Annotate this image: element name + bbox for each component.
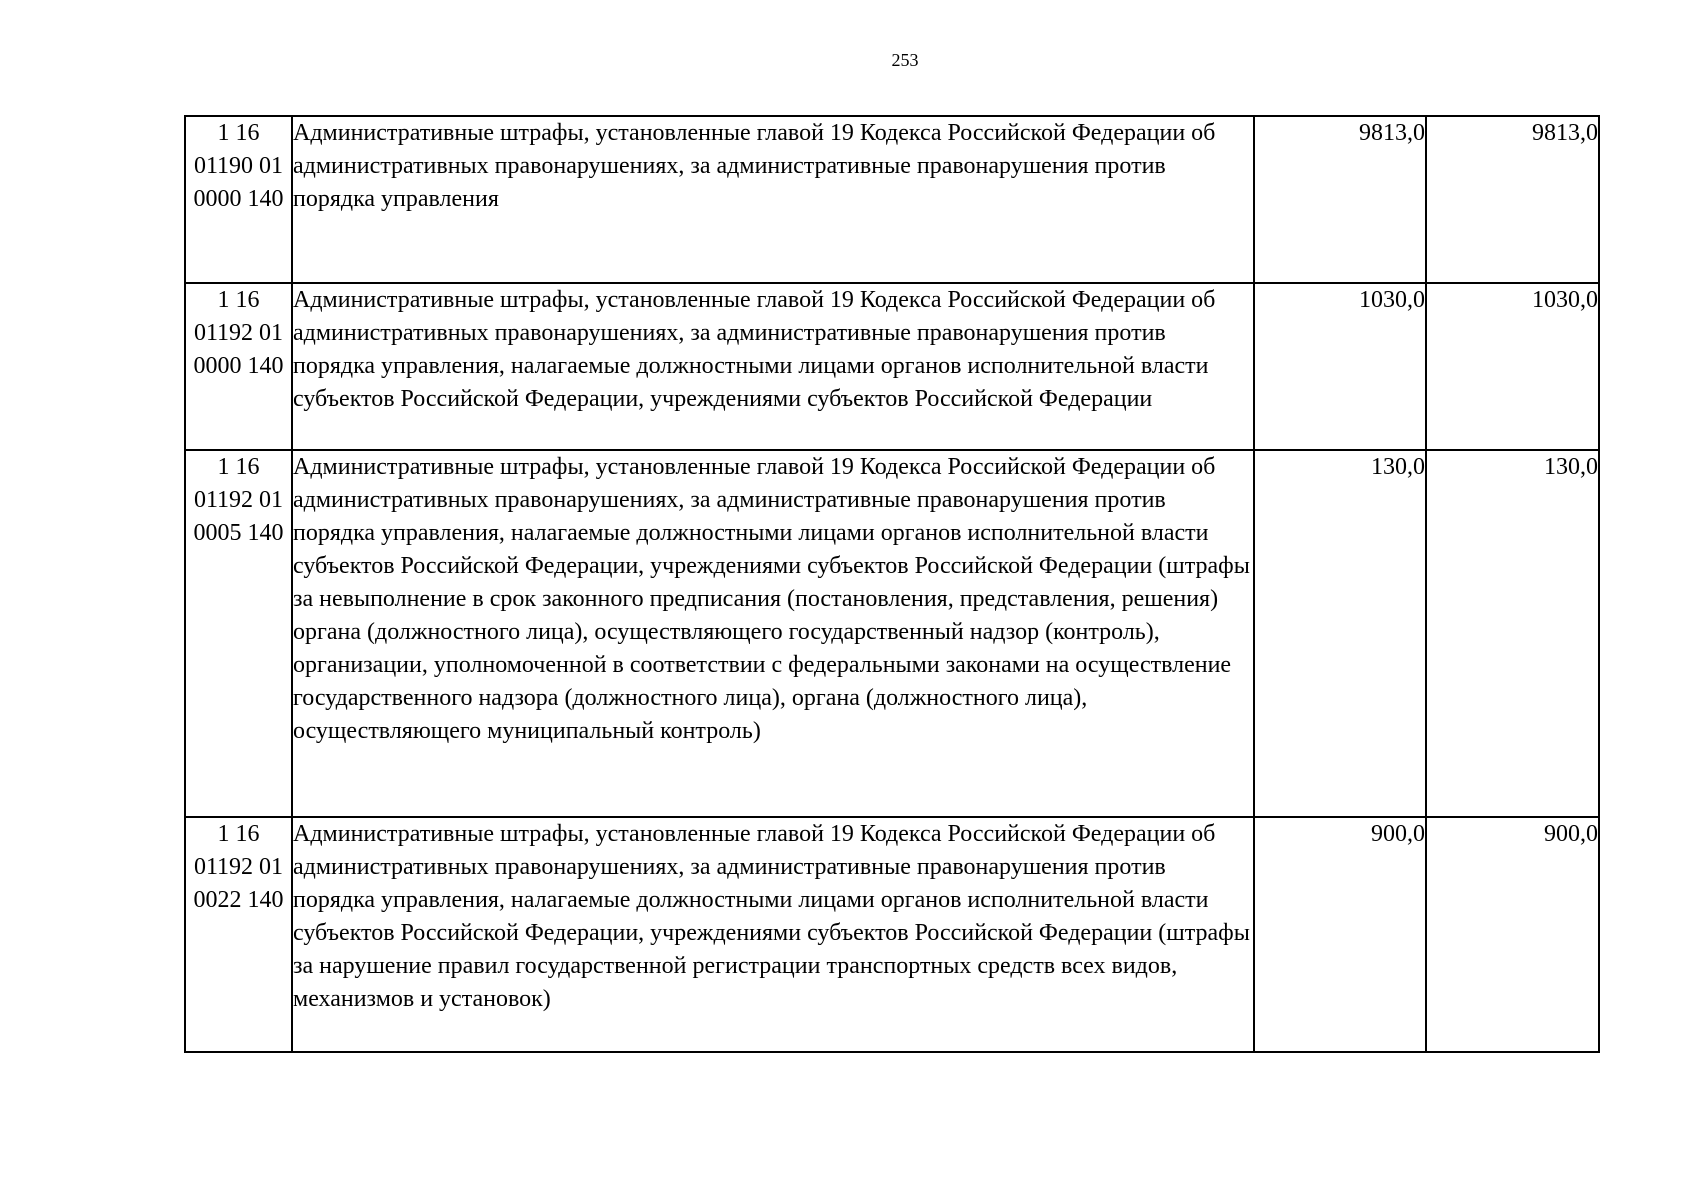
- table-row: [185, 817, 1599, 1052]
- budget-code: 1 16 01190 01 0000 140: [185, 116, 292, 283]
- budget-code: 1 16 01192 01 0022 140: [185, 817, 292, 1052]
- value-column-1: 900,0: [1254, 817, 1426, 1052]
- value-column-1: 9813,0: [1254, 116, 1426, 283]
- budget-table: [184, 115, 1600, 1053]
- row-description: Административные штрафы, установленные главой 19 Кодекса Российской Федерации об административных правонарушениях, за административные правонарушения против порядка управления, налагаемые должностными лицами органов исполнительной власти субъектов Российской Федерации, учреждениями субъектов Российской Федерации (штрафы за невыполнение в срок законного предписания (постановления, представления, решения) органа (должностного лица), осуществляющего государственный надзор (контроль), организации, уполномоченной в соответствии с федеральными законами на осуществление государственного надзора (должностного лица), органа (должностного лица), осуществляющего муниципальный контроль): [292, 450, 1254, 817]
- row-description: Административные штрафы, установленные главой 19 Кодекса Российской Федерации об административных правонарушениях, за административные правонарушения против порядка управления: [292, 116, 1254, 283]
- value-column-2: 9813,0: [1426, 116, 1599, 283]
- value-column-1: 1030,0: [1254, 283, 1426, 450]
- row-description: Административные штрафы, установленные главой 19 Кодекса Российской Федерации об административных правонарушениях, за административные правонарушения против порядка управления, налагаемые должностными лицами органов исполнительной власти субъектов Российской Федерации, учреждениями субъектов Российской Федерации: [292, 283, 1254, 450]
- value-column-1: 130,0: [1254, 450, 1426, 817]
- budget-code: 1 16 01192 01 0005 140: [185, 450, 292, 817]
- table-row: [185, 450, 1599, 817]
- value-column-2: 900,0: [1426, 817, 1599, 1052]
- page-number: 253: [891, 50, 919, 70]
- table-row: [185, 283, 1599, 450]
- budget-code: 1 16 01192 01 0000 140: [185, 283, 292, 450]
- row-description: Административные штрафы, установленные главой 19 Кодекса Российской Федерации об административных правонарушениях, за административные правонарушения против порядка управления, налагаемые должностными лицами органов исполнительной власти субъектов Российской Федерации, учреждениями субъектов Российской Федерации (штрафы за нарушение правил государственной регистрации транспортных средств всех видов, механизмов и установок): [292, 817, 1254, 1052]
- value-column-2: 1030,0: [1426, 283, 1599, 450]
- table-row: [185, 116, 1599, 283]
- value-column-2: 130,0: [1426, 450, 1599, 817]
